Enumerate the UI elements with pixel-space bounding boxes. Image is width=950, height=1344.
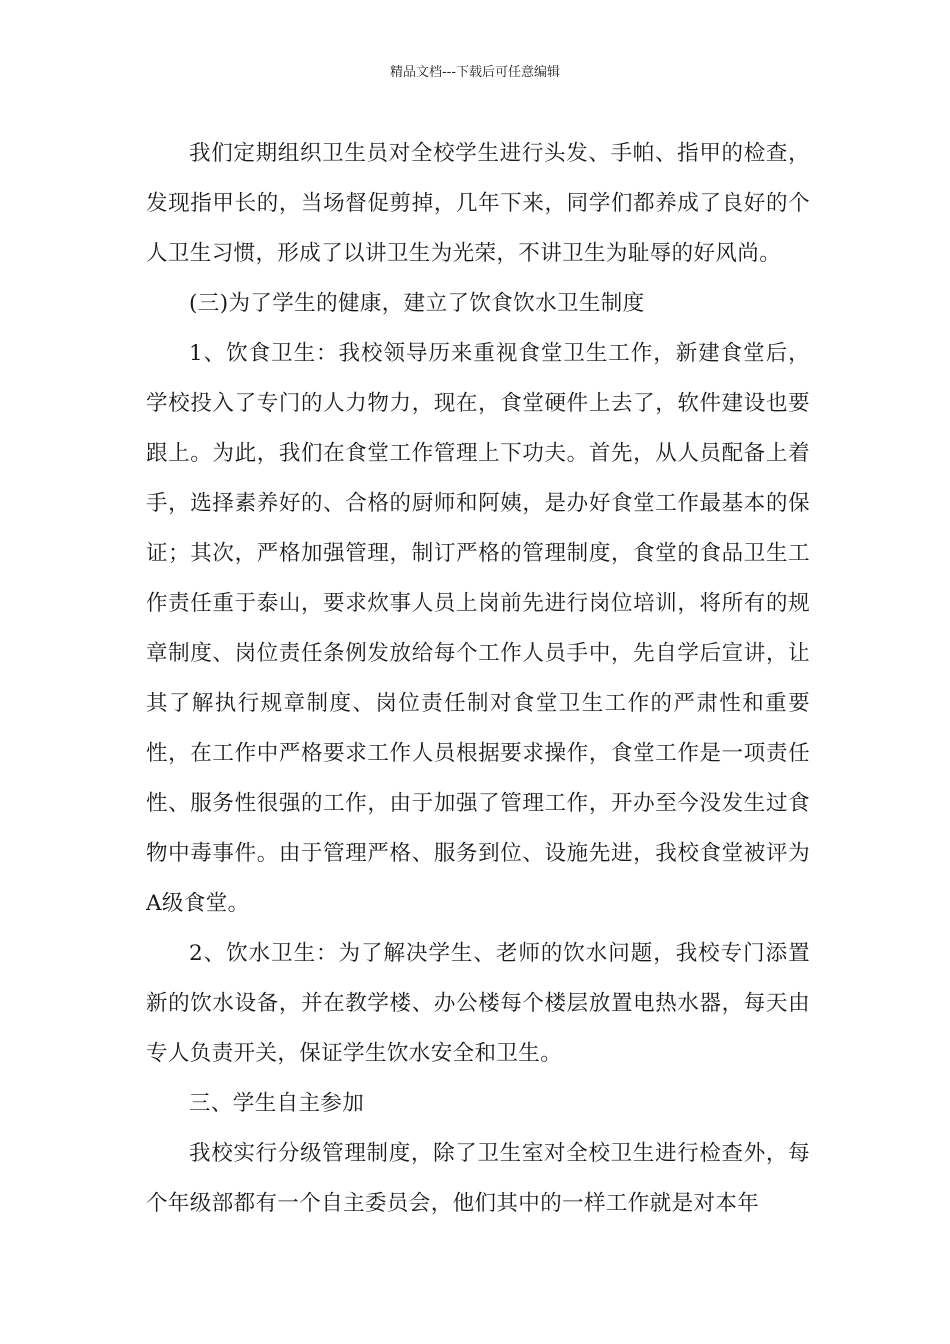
paragraph-management-system: 我校实行分级管理制度，除了卫生室对全校卫生进行检查外，每个年级部都有一个自主委员会，他们其中的一样工作就是对本年	[146, 1141, 810, 1216]
paragraph-heading-student-participation: 三、学生自主参加	[189, 1091, 365, 1116]
paragraph-food-hygiene: 1、饮食卫生：我校领导历来重视食堂卫生工作，新建食堂后，学校投入了专门的人力物力，现在，食堂硬件上去了，软件建设也要跟上。为此，我们在食堂工作管理上下功夫。首先，从人员配备上着手，选择素养好的、合格的厨师和阿姨，是办好食堂工作最基本的保证；其次，严格加强管理，制订严格的管理制度，食堂的食品卫生工作责任重于泰山，要求炊事人员上岗前先进行岗位培训，将所有的规章制度、岗位责任条例发放给每个工作人员手中，先自学后宣讲，让其了解执行规章制度、岗位责任制对食堂卫生工作的严肃性和重要性，在工作中严格要求工作人员根据要求操作，食堂工作是一项责任性、服务性很强的工作，由于加强了管理工作，开办至今没发生过食物中毒事件。由于管理严格、服务到位、设施先进，我校食堂被评为A级食堂。	[146, 341, 810, 916]
paragraph-water-hygiene: 2、饮水卫生：为了解决学生、老师的饮水问题，我校专门添置新的饮水设备，并在教学楼、办公楼每个楼层放置电热水器，每天由专人负责开关，保证学生饮水安全和卫生。	[146, 941, 810, 1066]
document-body	[146, 129, 810, 1229]
page-header: 精品文档---下载后可任意编辑	[389, 65, 561, 80]
paragraph-hygiene-check: 我们定期组织卫生员对全校学生进行头发、手帕、指甲的检查，发现指甲长的，当场督促剪掉，几年下来，同学们都养成了良好的个人卫生习惯，形成了以讲卫生为光荣，不讲卫生为耻辱的好风尚。	[146, 141, 810, 266]
paragraph-heading-food-water: (三)为了学生的健康，建立了饮食饮水卫生制度	[189, 291, 645, 316]
